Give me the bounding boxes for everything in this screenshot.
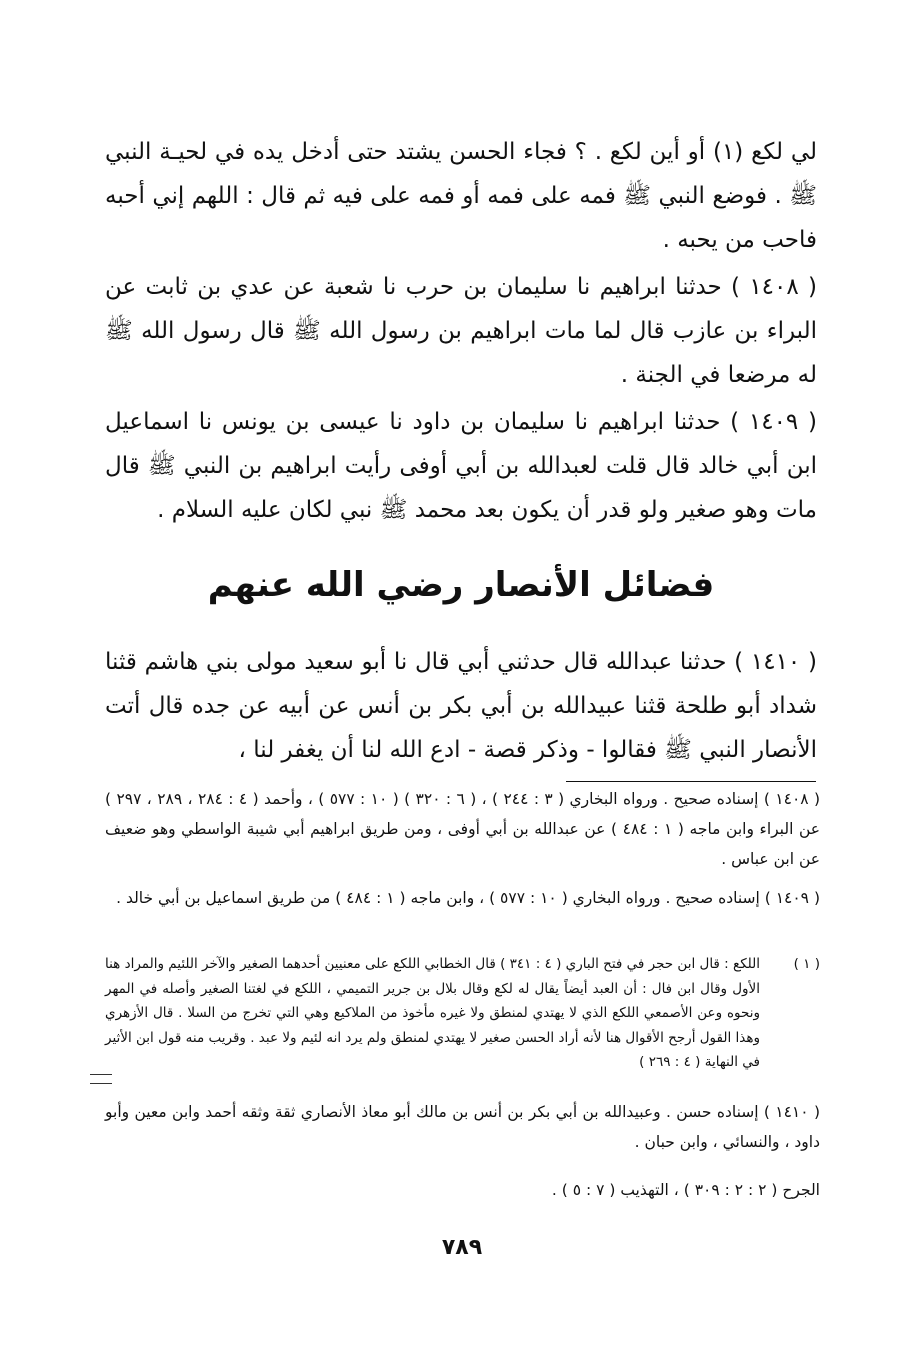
page-number: ٧٨٩ [441, 1235, 483, 1260]
section-heading: فضائل الأنصار رضي الله عنهم [207, 565, 715, 605]
hadith-paragraph: لي لكع (١) أو أين لكع . ؟ فجاء الحسن يشتد حتى أدخل يده في لحيـة النبي ﷺ . فوضع النبي ﷺ فمه على فمه أو فمه على فيه ثم قال : اللهم إني أحبه فاحب من يحبه . [105, 139, 818, 253]
footnote-separator [566, 781, 816, 782]
margin-mark [90, 1074, 112, 1084]
hadith-paragraph-1410: ( ١٤١٠ ) حدثنا عبدالله قال حدثني أبي قال نا أبو سعيد مولى بني هاشم قثنا شداد أبو طلحة قثنا عبيدالله بن أبي بكر بن أنس عن أبيه عن جده قال أتت الأنصار النبي ﷺ فقالوا - وذكر قصة - ادع الله لنا أن يغفر لنا ، [105, 649, 817, 763]
footnote-1408: ( ١٤٠٨ ) إسناده صحيح . ورواه البخاري ( ٣ : ٢٤٤ ) ، ( ٦ : ٣٢٠ ) ( ١٠ : ٥٧٧ ) ، وأحمد ( ٤ : ٢٨٤ ، ٢٨٩ ، ٢٩٧ ) عن البراء وابن ماجه ( ١ : ٤٨٤ ) عن عبدالله بن أبي أوفى ، ومن طريق ابراهيم أبي شيبة الواسطي وهو ضعيف عن ابن عباس . [105, 790, 821, 868]
hadith-paragraph-1409: ( ١٤٠٩ ) حدثنا ابراهيم نا سليمان بن داود نا عيسى بن يونس نا اسماعيل ابن أبي خالد قال قلت لعبدالله بن أبي أوفى رأيت ابراهيم بن النبي ﷺ قال مات وهو صغير ولو قدر أن يكون بعد محمد ﷺ نبي لكان عليه السلام . [105, 409, 817, 523]
footnote-marker: ( ١ ) [793, 956, 820, 972]
footnote-lakaa: اللكع : قال ابن حجر في فتح الباري ( ٤ : ٣٤١ ) قال الخطابي اللكع على معنيين أحدهما الصغير والآخر اللئيم والمراد هنا الأول وقال ابن فال : أن العبد أيضاً يقال له لكع وقال بلال بن جرير التميمي ، اللكع في لغتنا الصغير وأصله في المهر ونحوه وعن الأصمعي اللكع الذي لا يهتدي لمنطق ولا غيره مأخوذ من الملاكيع وهي التي تخرج من السلا . قال الأزهري وهذا القول أرجح الأقوال هنا لأنه أراد الحسن صغير لا يهتدي لمنطق ولم يرد انه لئيم ولا عبد . وقريب منه قول ابن الأثير في النهاية ( ٤ : ٢٦٩ ) [104, 956, 760, 1070]
footnote-1409: ( ١٤٠٩ ) إسناده صحيح . ورواه البخاري ( ١٠ : ٥٧٧ ) ، وابن ماجه ( ١ : ٤٨٤ ) من طريق اسماعيل بن أبي خالد . [116, 889, 820, 907]
footnote-1410: ( ١٤١٠ ) إسناده حسن . وعبيدالله بن أبي بكر بن أنس بن مالك أبو معاذ الأنصاري ثقة وثقه أحمد وابن معين وأبو داود ، والنسائي ، وابن حبان . [105, 1103, 820, 1151]
hadith-paragraph-1408: ( ١٤٠٨ ) حدثنا ابراهيم نا سليمان بن حرب نا شعبة عن عدي بن ثابت عن البراء بن عازب قال لما مات ابراهيم بن رسول الله ﷺ قال رسول الله ﷺ له مرضعا في الجنة . [105, 274, 817, 388]
footnote-jarh: الجرح ( ٢ : ٢ : ٣٠٩ ) ، التهذيب ( ٧ : ٥ ) . [551, 1181, 820, 1199]
